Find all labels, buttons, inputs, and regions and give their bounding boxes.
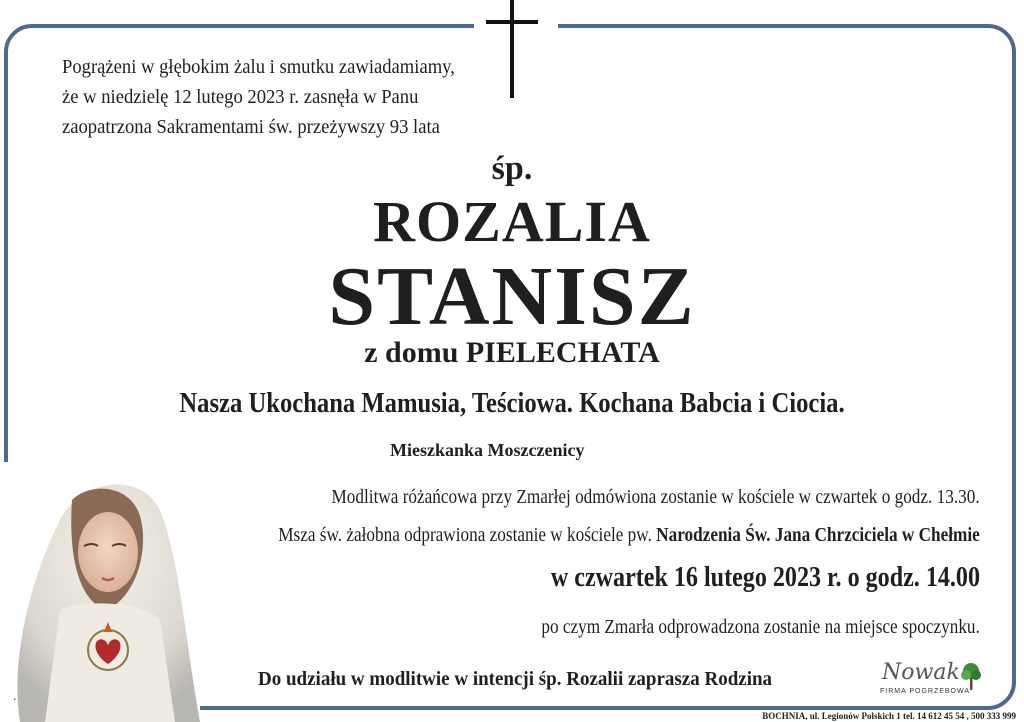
intro-line: że w niedzielę 12 lutego 2023 r. zasnęła w Panu <box>62 86 419 108</box>
logo-subtitle: FIRMA POGRZEBOWA <box>880 688 971 695</box>
residence: Mieszkanka Moszczenicy <box>390 440 585 460</box>
funeral-home-logo <box>876 660 986 702</box>
burial-line: po czym Zmarła odprowadzona zostanie na miejsce spoczynku. <box>541 616 980 638</box>
intro-text <box>62 52 471 142</box>
mass-line-prefix: Msza św. żałobna odprawiona zostanie w kościele pw. <box>278 524 653 546</box>
logo-name: Nowak <box>882 660 960 685</box>
intro-line: Pogrążeni w głębokim żalu i smutku zawiadamiamy, <box>62 56 455 78</box>
honorific: śp. <box>491 150 533 187</box>
cross-icon <box>484 0 540 100</box>
footer-address: BOCHNIA, ul. Legionów Polskich 1 tel. 14 612 45 54 , 500 333 999 <box>762 711 1016 721</box>
church-name: Narodzenia Św. Jana Chrzciciela w Chełmie <box>656 524 980 546</box>
rosary-line: Modlitwa różańcowa przy Zmarłej odmówiona zostanie w kościele w czwartek o godz. 13.30. <box>331 486 980 508</box>
maiden-name: z domu PIELECHATA <box>364 336 660 369</box>
invitation: Do udziału w modlitwie w intencji śp. Rozalii zaprasza Rodzina <box>258 668 773 690</box>
first-name: ROZALIA <box>373 189 651 254</box>
family-line: Nasza Ukochana Mamusia, Teściowa. Kochana Babcia i Ciocia. <box>179 388 845 419</box>
surname: STANISZ <box>328 250 696 343</box>
mass-datetime: w czwartek 16 lutego 2023 r. o godz. 14.00 <box>550 562 980 593</box>
intro-line: zaopatrzona Sakramentami św. przeżywszy 93 lata <box>62 116 440 138</box>
tree-icon <box>960 662 982 692</box>
mass-line <box>278 524 980 547</box>
virgin-mary-image <box>0 460 200 722</box>
